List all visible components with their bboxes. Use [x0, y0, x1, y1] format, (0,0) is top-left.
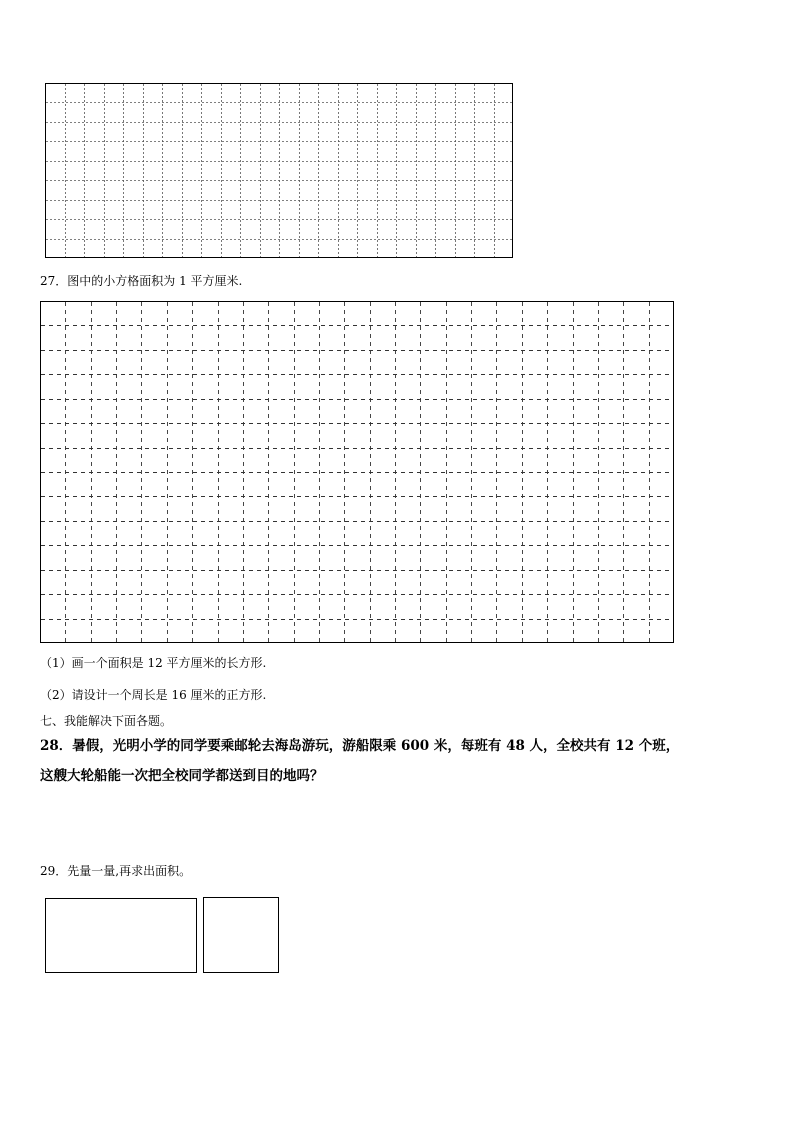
question-27-sub1: （1）画一个面积是 12 平方厘米的长方形. — [40, 656, 267, 670]
rectangle-shape — [45, 898, 197, 973]
question-27-sub2: （2）请设计一个周长是 16 厘米的正方形. — [40, 688, 267, 702]
top-grid — [45, 83, 513, 258]
question-27-grid — [40, 301, 674, 643]
question-28-line2: 这艘大轮船能一次把全校同学都送到目的地吗？ — [40, 768, 324, 784]
square-shape — [203, 897, 279, 973]
section-7-heading: 七、我能解决下面各题。 — [40, 714, 173, 728]
question-29-title: 29．先量一量,再求出面积。 — [40, 864, 192, 878]
question-27-title: 27．图中的小方格面积为 1 平方厘米. — [40, 274, 243, 288]
question-28-line1: 28．暑假，光明小学的同学要乘邮轮去海岛游玩，游船限乘 600 米，每班有 48 人，全校共有 12 个班， — [40, 738, 680, 754]
